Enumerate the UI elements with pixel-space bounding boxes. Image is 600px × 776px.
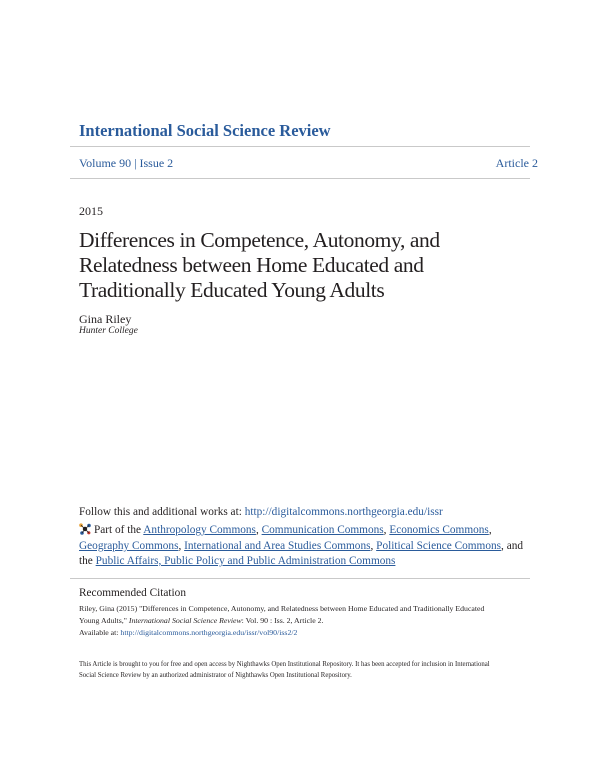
separator: , — [255, 524, 262, 536]
network-icon — [79, 523, 91, 538]
geography-commons-link[interactable]: Geography Commons — [79, 540, 179, 552]
article-the: the — [79, 555, 96, 567]
follow-line — [79, 506, 443, 518]
citation-line-2 — [79, 616, 323, 625]
public-affairs-commons-link[interactable]: Public Affairs, Public Policy and Public Administration Commons — [95, 555, 396, 567]
header-divider-bottom — [70, 178, 530, 179]
economics-commons-link[interactable]: Economics Commons — [389, 524, 489, 536]
citation-journal: International Social Science Review — [128, 616, 242, 625]
citation-line-1: Riley, Gina (2015) "Differences in Competence, Autonomy, and Relatedness between Home Educated and Traditionally Educated — [79, 604, 485, 613]
communication-commons-link[interactable]: Communication Commons — [261, 524, 384, 536]
disciplines-line-3 — [79, 555, 395, 567]
international-area-studies-commons-link[interactable]: International and Area Studies Commons — [184, 540, 371, 552]
citation-divider — [70, 578, 530, 579]
anthropology-commons-link[interactable]: Anthropology Commons — [143, 524, 256, 536]
header-divider — [70, 146, 530, 147]
separator: , — [488, 524, 492, 536]
citation-volume: : Vol. 90 : Iss. 2, Article 2. — [241, 616, 324, 625]
citation-line-3 — [79, 628, 297, 637]
journal-title[interactable]: International Social Science Review — [79, 121, 331, 140]
conjunction: , and — [501, 540, 524, 552]
separator: , — [370, 540, 377, 552]
separator: , — [383, 524, 390, 536]
citation-heading: Recommended Citation — [79, 587, 186, 599]
paper-title: Differences in Competence, Autonomy, and Relatedness between Home Educated and Traditionally Educated Young Adults — [79, 228, 440, 302]
repository-url-link[interactable]: http://digitalcommons.northgeorgia.edu/issr — [244, 506, 443, 518]
author-affiliation: Hunter College — [79, 326, 138, 336]
footer-line-2: Social Science Review by an authorized administrator of Nighthawks Open Institutional Repository. — [79, 672, 352, 679]
disciplines-line-1 — [79, 523, 492, 538]
volume-issue-link[interactable]: Volume 90 | Issue 2 — [79, 156, 174, 170]
political-science-commons-link[interactable]: Political Science Commons — [376, 540, 502, 552]
author-name: Gina Riley — [79, 312, 132, 326]
article-number-link[interactable]: Article 2 — [495, 156, 538, 170]
follow-label: Follow this and additional works at: — [79, 506, 245, 518]
disciplines-line-2 — [79, 540, 523, 552]
separator: , — [178, 540, 185, 552]
available-label: Available at: — [79, 628, 121, 637]
publication-year: 2015 — [79, 204, 103, 218]
disciplines-prefix: Part of the — [94, 524, 144, 536]
footer-line-1: This Article is brought to you for free and open access by Nighthawks Open Institutional Repository. It has been accepted for inclusion in International — [79, 661, 490, 668]
article-url-link[interactable]: http://digitalcommons.northgeorgia.edu/issr/vol90/iss2/2 — [120, 628, 298, 637]
citation-title-end: Young Adults," — [79, 616, 129, 625]
